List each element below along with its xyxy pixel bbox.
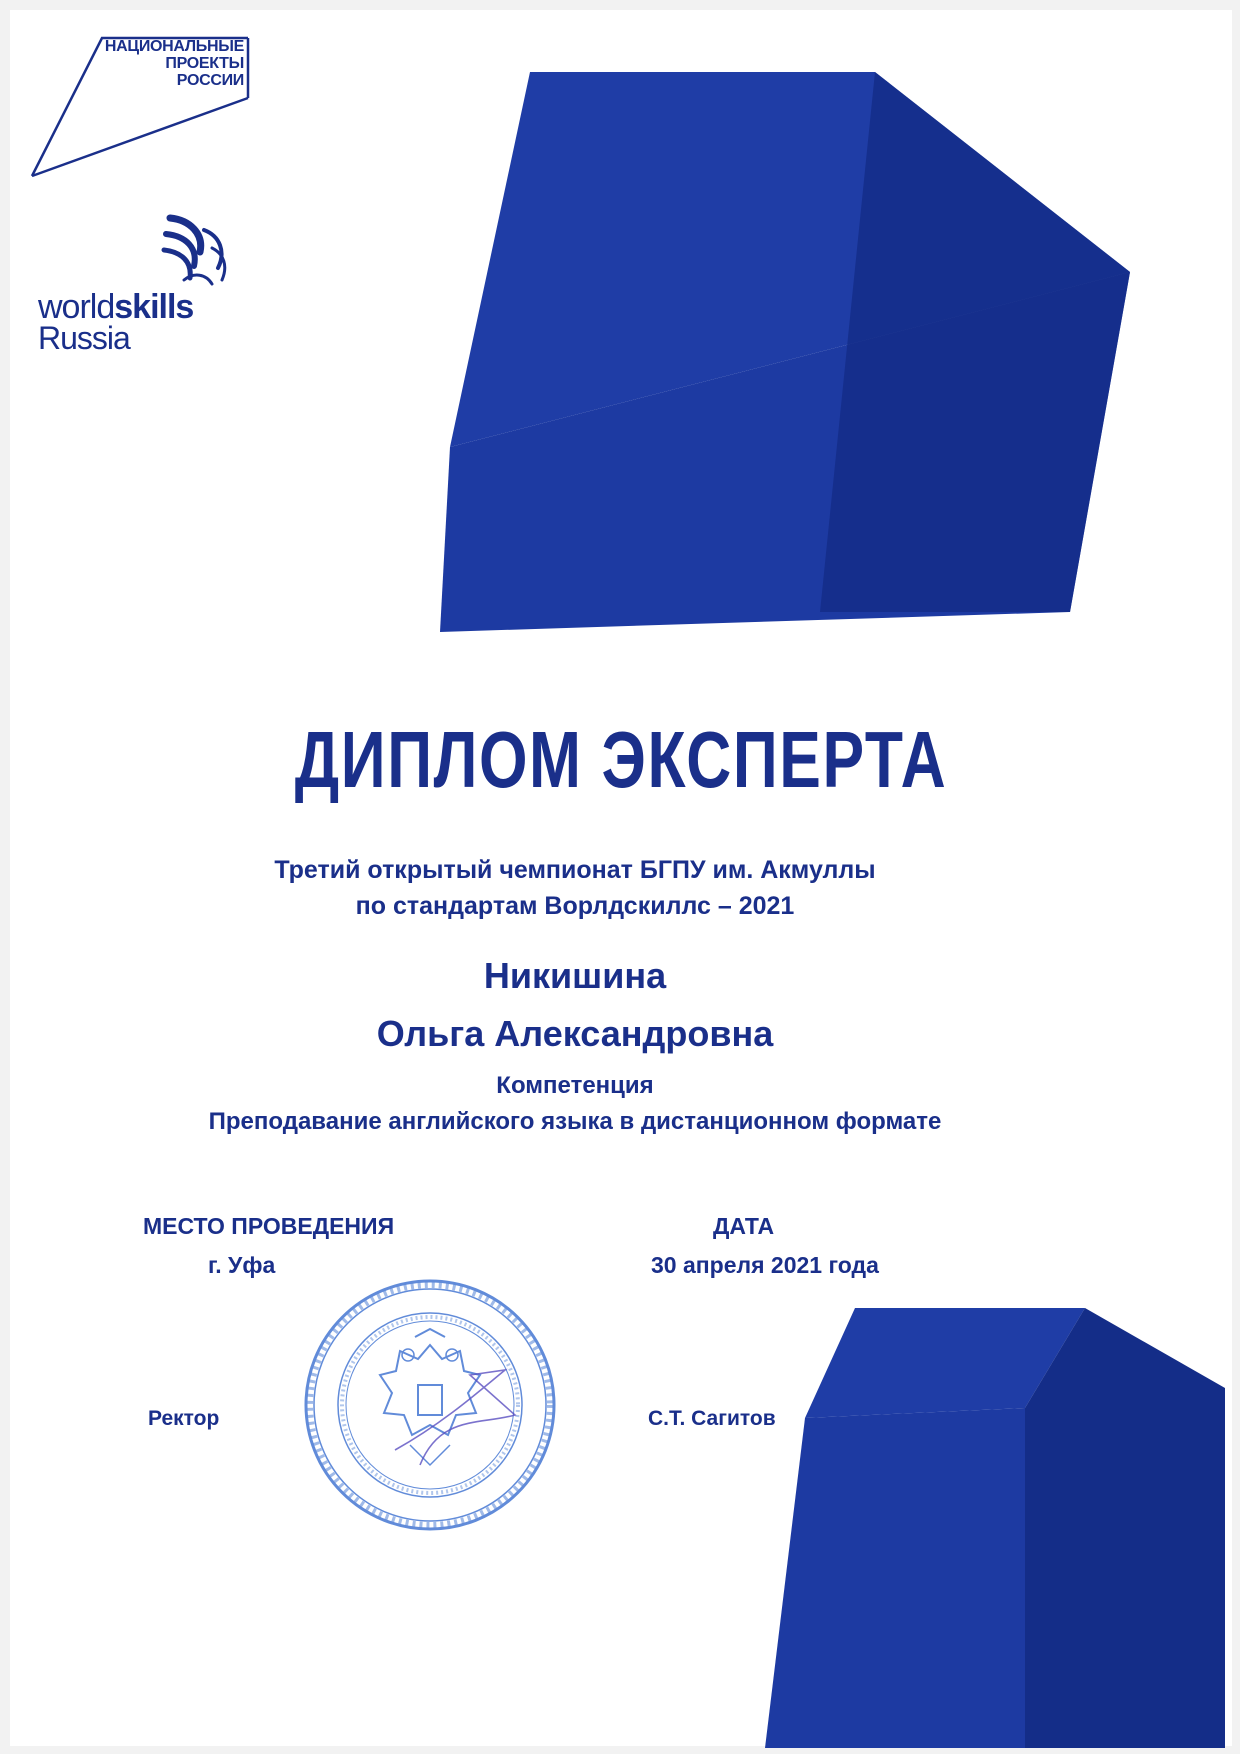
- np-line-3: РОССИИ: [176, 72, 244, 89]
- signatory-name: С.Т. Сагитов: [648, 1407, 776, 1430]
- ws-skills: skills: [114, 288, 194, 326]
- decorative-cube-large: [440, 72, 1130, 632]
- national-projects-logo-text: [104, 38, 244, 89]
- event-line-1: Третий открытый чемпионат БГПУ им. Акмуллы: [274, 856, 876, 884]
- np-line-2: ПРОЕКТЫ: [165, 55, 244, 72]
- ws-russia: Russia: [38, 320, 130, 356]
- ws-world: world: [38, 288, 115, 326]
- date-label: ДАТА: [713, 1213, 775, 1239]
- competence: [10, 1068, 1140, 1140]
- place-value: г. Уфа: [208, 1252, 276, 1278]
- np-line-1: НАЦИОНАЛЬНЫЕ: [104, 38, 244, 55]
- competence-value: Преподавание английского языка в дистанционном формате: [208, 1108, 942, 1135]
- worldskills-swoosh-icon: [160, 210, 240, 290]
- worldskills-logo: [38, 288, 194, 356]
- diploma-title: ДИПЛОМ ЭКСПЕРТА: [294, 715, 948, 804]
- date-value: 30 апреля 2021 года: [651, 1252, 879, 1278]
- recipient-surname: Никишина: [483, 955, 667, 996]
- decorative-cube-small: [765, 1308, 1225, 1748]
- event-line-2: по стандартам Ворлдскиллс – 2021: [355, 892, 795, 920]
- place-label: МЕСТО ПРОВЕДЕНИЯ: [143, 1213, 395, 1239]
- recipient-name: [10, 947, 1140, 1063]
- official-seal-stamp: [300, 1275, 560, 1535]
- diploma-sheet: [10, 10, 1232, 1746]
- recipient-given-names: Ольга Александровна: [376, 1013, 774, 1054]
- competence-label: Компетенция: [496, 1072, 654, 1099]
- signatory-role: Ректор: [148, 1407, 220, 1430]
- event-description: [10, 852, 1140, 924]
